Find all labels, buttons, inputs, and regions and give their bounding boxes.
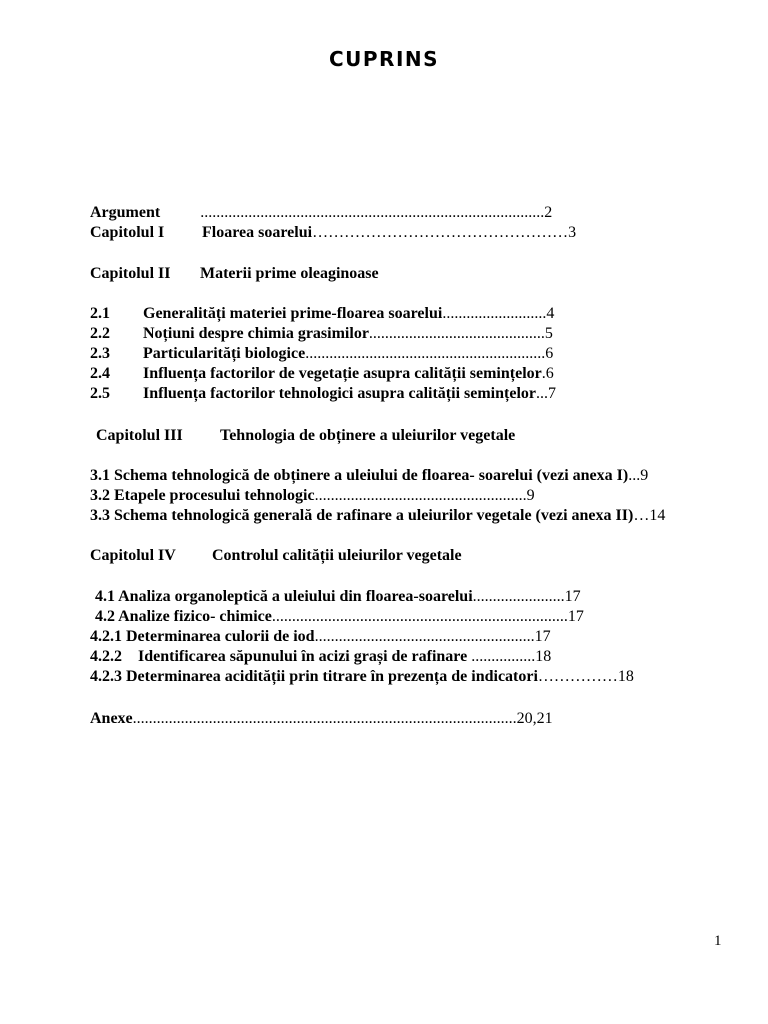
toc-entry-argument [90,203,552,223]
toc-title: 4.2.3 Determinarea acidității prin titrare în prezența de indicatori [90,668,538,685]
toc-dots: .......................... [442,305,547,322]
toc-page: 17 [567,608,584,625]
toc-entry-cap4 [90,546,462,566]
toc-dots: ................................................................................................ [132,710,517,727]
toc-entry-3-1 [90,466,648,486]
toc-label: Capitolul IV [90,547,176,564]
document-title: CUPRINS [328,47,440,71]
toc-entry-anexe [90,709,553,729]
toc-label: Capitolul III [96,427,183,444]
toc-dots: … [633,507,650,524]
toc-dots: ............................................................ [305,345,546,362]
toc-title: Materii prime oleaginoase [200,265,379,282]
toc-title: 3.2 Etapele procesului tehnologic [90,487,315,504]
toc-dots: ..................................................... [314,487,527,504]
toc-page: 20,21 [516,710,553,727]
toc-num: 4.2.2 [90,648,122,665]
toc-entry-4-2-3 [90,667,634,687]
toc-page: 14 [649,507,666,524]
toc-entry-cap1 [90,223,576,243]
toc-num: 2.1 [90,305,110,322]
toc-title: Influența factorilor tehnologici asupra calității semințelor [143,385,536,402]
toc-dots: ................ [467,648,536,665]
toc-entry-2-5 [90,384,556,404]
toc-page: 17 [564,588,581,605]
toc-page: 4 [546,305,555,322]
toc-title: 3.3 Schema tehnologică generală de rafinare a uleiurilor vegetale (vezi anexa II) [90,507,634,524]
toc-page: 2 [544,204,553,221]
toc-title: Influența factorilor de vegetație asupra calității semințelor [143,365,542,382]
toc-title: 4.2.1 Determinarea culorii de iod [90,628,315,645]
toc-title: Floarea soarelui [202,224,313,241]
toc-title: 4.1 Analiza organoleptică a uleiului din floarea-soarelui [95,588,473,605]
toc-entry-2-1 [90,304,554,324]
toc-page: 18 [535,648,552,665]
toc-dots: ....................... [472,588,565,605]
toc-num: 2.3 [90,345,110,362]
toc-entry-4-2-1 [90,627,551,647]
toc-entry-2-2 [90,324,553,344]
toc-title: 4.2 Analize fizico- chimice [95,608,272,625]
toc-num: 2.4 [90,365,110,382]
toc-entry-4-2 [95,607,584,627]
toc-num: 2.2 [90,325,110,342]
toc-label: Capitolul II [90,265,171,282]
toc-page: 6 [545,345,554,362]
toc-page: 6 [545,365,554,382]
toc-entry-cap3 [96,426,515,446]
toc-entry-4-2-2 [90,647,551,667]
toc-dots: .......................................................................... [271,608,568,625]
toc-title: Particularități biologice [143,345,306,362]
toc-entry-3-2 [90,486,535,506]
toc-entry-3-3 [90,506,665,526]
toc-dots: ....................................................... [314,628,535,645]
toc-title: Controlul calității uleiurilor vegetale [212,547,462,564]
toc-page: 18 [617,668,634,685]
toc-page: 3 [568,224,577,241]
toc-title: Generalități materiei prime-floarea soarelui [143,305,443,322]
toc-dots: ... [628,467,641,484]
toc-dots: ...................................................................................... [200,204,545,221]
toc-page: 9 [526,487,535,504]
page-number: 1 [714,933,722,949]
toc-label: Capitolul I [90,224,165,241]
toc-dots: ………………………………………… [312,224,569,241]
toc-page: 17 [534,628,551,645]
toc-dots: . [541,365,546,382]
toc-entry-2-4 [90,364,554,384]
toc-entry-4-1 [95,587,581,607]
toc-entry-cap2 [90,264,379,284]
toc-title: Identificarea săpunului în acizi grași de rafinare [138,648,468,665]
toc-num: 2.5 [90,385,110,402]
toc-dots: ... [536,385,548,402]
toc-page: 5 [544,325,553,342]
toc-title: 3.1 Schema tehnologică de obținere a uleiului de floarea- soarelui (vezi anexa I) [90,467,629,484]
toc-entry-2-3 [90,344,553,364]
toc-dots: …………… [537,668,618,685]
toc-dots: ............................................ [368,325,545,342]
toc-page: 7 [548,385,556,402]
toc-title: Noțiuni despre chimia grasimilor [143,325,369,342]
toc-label: Argument [90,204,161,221]
toc-page: 9 [640,467,649,484]
toc-title: Tehnologia de obținere a uleiurilor vegetale [220,427,516,444]
toc-label: Anexe [90,710,133,727]
